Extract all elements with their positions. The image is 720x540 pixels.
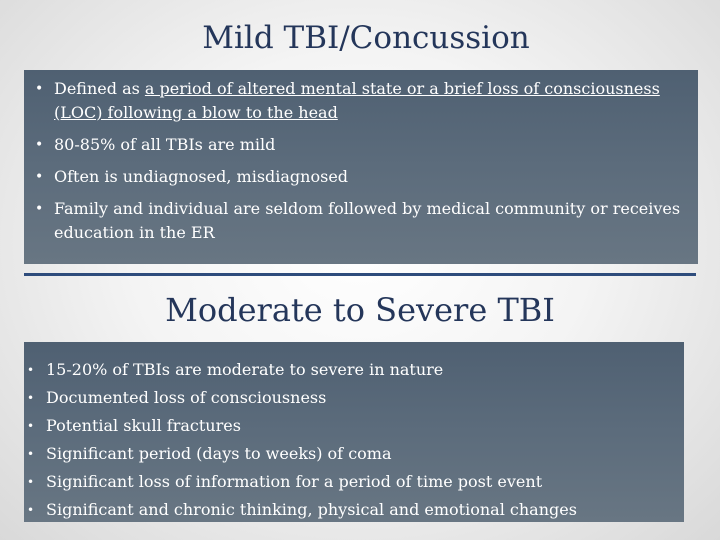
slide-title-severe: Moderate to Severe TBI bbox=[165, 291, 555, 329]
list-item-text: Significant period (days to weeks) of coma bbox=[46, 444, 392, 463]
bullet-icon: • bbox=[27, 391, 35, 405]
bullet-icon: • bbox=[27, 475, 35, 489]
list-item bbox=[24, 496, 684, 524]
list-item-text: 15-20% of TBIs are moderate to severe in nature bbox=[46, 360, 444, 379]
bullet-icon: • bbox=[27, 447, 35, 461]
list-item-text: Documented loss of consciousness bbox=[46, 388, 327, 407]
bullet-icon: • bbox=[35, 137, 44, 153]
slide-title-mild: Mild TBI/Concussion bbox=[202, 20, 530, 56]
list-item-text: 80-85% of all TBIs are mild bbox=[54, 135, 276, 154]
list-item bbox=[24, 165, 684, 189]
list-item bbox=[24, 468, 684, 496]
mild-tbi-list bbox=[24, 70, 698, 245]
bullet-icon: • bbox=[27, 503, 35, 517]
severe-tbi-list bbox=[24, 342, 684, 524]
list-item bbox=[24, 197, 684, 245]
mild-tbi-panel bbox=[24, 70, 698, 264]
list-item-text: Significant loss of information for a period of time post event bbox=[46, 472, 543, 491]
list-item-text: Family and individual are seldom followed by medical community or receives education in the ER bbox=[54, 199, 681, 242]
bullet-icon: • bbox=[35, 201, 44, 217]
list-item bbox=[24, 440, 684, 468]
list-item-text-underlined: a period of altered mental state or a brief loss of consciousness (LOC) following a blow to the head bbox=[54, 79, 660, 122]
list-item bbox=[24, 77, 684, 125]
list-item-text: Often is undiagnosed, misdiagnosed bbox=[54, 167, 349, 186]
list-item bbox=[24, 384, 684, 412]
list-item-text: Significant and chronic thinking, physical and emotional changes bbox=[46, 500, 577, 519]
bullet-icon: • bbox=[35, 169, 44, 185]
list-item-text: Potential skull fractures bbox=[46, 416, 241, 435]
list-item-text-pre: Defined as bbox=[54, 79, 145, 98]
severe-tbi-panel bbox=[24, 342, 684, 522]
bullet-icon: • bbox=[27, 363, 35, 377]
bullet-icon: • bbox=[35, 81, 44, 97]
list-item bbox=[24, 133, 684, 157]
section-divider bbox=[24, 273, 696, 276]
bullet-icon: • bbox=[27, 419, 35, 433]
list-item bbox=[24, 412, 684, 440]
list-item bbox=[24, 356, 684, 384]
